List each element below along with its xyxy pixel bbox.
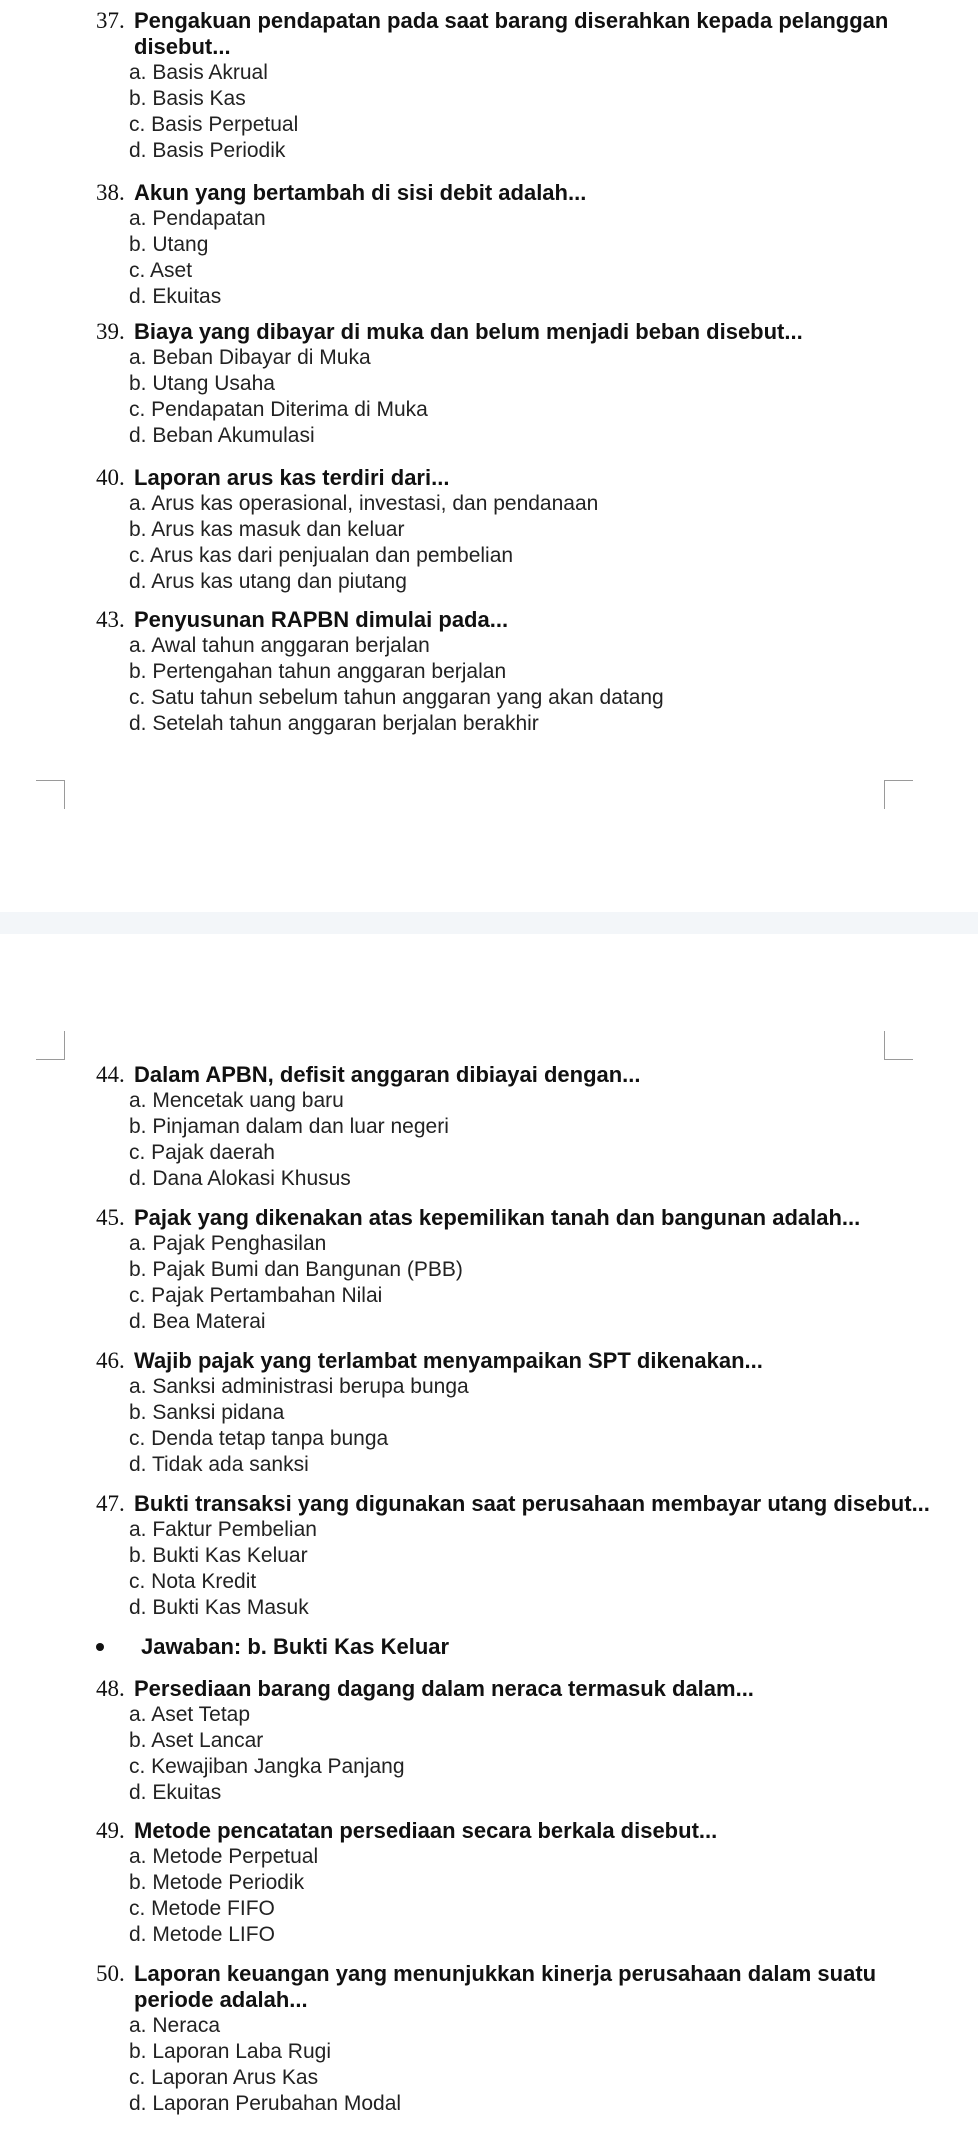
- margin-corner-mark: [884, 1031, 913, 1060]
- question-46: [96, 1348, 936, 1478]
- option-c: c. Pendapatan Diterima di Muka: [129, 398, 428, 421]
- question-number: 46.: [96, 1348, 125, 1373]
- question-50: [96, 1961, 936, 2117]
- option-a: a. Beban Dibayar di Muka: [129, 346, 371, 369]
- option-a: a. Faktur Pembelian: [129, 1518, 317, 1541]
- option-b: b. Aset Lancar: [129, 1729, 264, 1752]
- question-number: 37.: [96, 8, 125, 33]
- question-48: [96, 1676, 936, 1806]
- option-d: d. Metode LIFO: [129, 1923, 275, 1946]
- question-43: [96, 607, 936, 737]
- margin-corner-mark: [36, 780, 65, 809]
- question-38: [96, 180, 936, 310]
- option-b: b. Bukti Kas Keluar: [129, 1544, 308, 1567]
- question-text: Biaya yang dibayar di muka dan belum menjadi beban disebut...: [134, 319, 803, 344]
- answer-text: Jawaban: b. Bukti Kas Keluar: [141, 1634, 450, 1659]
- option-d: d. Bea Materai: [129, 1310, 266, 1333]
- answer-47: [96, 1634, 978, 1660]
- page-gap: [0, 912, 978, 934]
- question-title: [96, 1205, 936, 1231]
- option-a: a. Neraca: [129, 2014, 221, 2037]
- option-d: d. Tidak ada sanksi: [129, 1453, 309, 1476]
- option-c: c. Satu tahun sebelum tahun anggaran yang akan datang: [129, 686, 664, 709]
- question-number: 39.: [96, 319, 125, 344]
- option-b: b. Pajak Bumi dan Bangunan (PBB): [129, 1258, 463, 1281]
- question-number: 45.: [96, 1205, 125, 1230]
- question-text-continued: periode adalah...: [134, 1987, 308, 2012]
- question-title: [96, 1348, 936, 1374]
- option-c: c. Basis Perpetual: [129, 113, 299, 136]
- option-b: b. Utang Usaha: [129, 372, 275, 395]
- question-37: [96, 8, 936, 164]
- question-title: [96, 607, 936, 633]
- question-44: [96, 1062, 936, 1192]
- option-a: a. Arus kas operasional, investasi, dan pendanaan: [129, 492, 599, 515]
- question-title: [96, 1062, 936, 1088]
- question-title: [96, 8, 936, 60]
- question-text: Bukti transaksi yang digunakan saat perusahaan membayar utang disebut...: [134, 1491, 930, 1516]
- option-c: c. Arus kas dari penjualan dan pembelian: [129, 544, 514, 567]
- question-number: 40.: [96, 465, 125, 490]
- question-title: [96, 1818, 936, 1844]
- question-title: [96, 1491, 936, 1517]
- option-a: a. Basis Akrual: [129, 61, 268, 84]
- option-d: d. Ekuitas: [129, 285, 222, 308]
- question-number: 49.: [96, 1818, 125, 1843]
- question-text: Pengakuan pendapatan pada saat barang diserahkan kepada pelanggan: [134, 8, 889, 33]
- question-45: [96, 1205, 936, 1335]
- question-text: Pajak yang dikenakan atas kepemilikan tanah dan bangunan adalah...: [134, 1205, 861, 1230]
- option-c: c. Denda tetap tanpa bunga: [129, 1427, 389, 1450]
- option-a: a. Pendapatan: [129, 207, 266, 230]
- option-a: a. Pajak Penghasilan: [129, 1232, 327, 1255]
- option-d: d. Beban Akumulasi: [129, 424, 315, 447]
- question-text: Wajib pajak yang terlambat menyampaikan SPT dikenakan...: [134, 1348, 763, 1373]
- option-d: d. Arus kas utang dan piutang: [129, 570, 407, 593]
- option-d: d. Laporan Perubahan Modal: [129, 2092, 402, 2115]
- question-text-continued: disebut...: [134, 34, 231, 59]
- question-text: Dalam APBN, defisit anggaran dibiayai dengan...: [134, 1062, 641, 1087]
- option-a: a. Awal tahun anggaran berjalan: [129, 634, 430, 657]
- option-d: d. Bukti Kas Masuk: [129, 1596, 309, 1619]
- option-c: c. Pajak daerah: [129, 1141, 275, 1164]
- option-c: c. Aset: [129, 259, 193, 282]
- question-title: [96, 1961, 936, 2013]
- option-c: c. Metode FIFO: [129, 1897, 275, 1920]
- option-b: b. Arus kas masuk dan keluar: [129, 518, 405, 541]
- question-39: [96, 319, 936, 449]
- question-number: 48.: [96, 1676, 125, 1701]
- option-b: b. Utang: [129, 233, 209, 256]
- option-c: c. Nota Kredit: [129, 1570, 257, 1593]
- option-b: b. Sanksi pidana: [129, 1401, 285, 1424]
- question-title: [96, 319, 936, 345]
- option-a: a. Aset Tetap: [129, 1703, 251, 1726]
- option-c: c. Laporan Arus Kas: [129, 2066, 319, 2089]
- question-number: 44.: [96, 1062, 125, 1087]
- question-text: Akun yang bertambah di sisi debit adalah...: [134, 180, 587, 205]
- option-a: a. Mencetak uang baru: [129, 1089, 344, 1112]
- question-47: [96, 1491, 936, 1621]
- question-number: 43.: [96, 607, 125, 632]
- question-number: 38.: [96, 180, 125, 205]
- option-c: c. Pajak Pertambahan Nilai: [129, 1284, 383, 1307]
- option-a: a. Sanksi administrasi berupa bunga: [129, 1375, 469, 1398]
- option-b: b. Metode Periodik: [129, 1871, 305, 1894]
- question-title: [96, 180, 936, 206]
- option-b: b. Laporan Laba Rugi: [129, 2040, 331, 2063]
- question-text: Penyusunan RAPBN dimulai pada...: [134, 607, 509, 632]
- bullet-icon: [96, 1643, 104, 1651]
- option-d: d. Ekuitas: [129, 1781, 222, 1804]
- question-title: [96, 465, 936, 491]
- document-page-1: [0, 0, 978, 912]
- margin-corner-mark: [36, 1031, 65, 1060]
- option-d: d. Basis Periodik: [129, 139, 286, 162]
- question-text: Metode pencatatan persediaan secara berkala disebut...: [134, 1818, 718, 1843]
- option-b: b. Basis Kas: [129, 87, 246, 110]
- option-b: b. Pinjaman dalam dan luar negeri: [129, 1115, 449, 1138]
- option-d: d. Setelah tahun anggaran berjalan berakhir: [129, 712, 539, 735]
- option-a: a. Metode Perpetual: [129, 1845, 319, 1868]
- question-text: Laporan arus kas terdiri dari...: [134, 465, 450, 490]
- option-b: b. Pertengahan tahun anggaran berjalan: [129, 660, 507, 683]
- question-40: [96, 465, 936, 595]
- question-49: [96, 1818, 936, 1948]
- question-number: 50.: [96, 1961, 125, 1986]
- question-text: Laporan keuangan yang menunjukkan kinerja perusahaan dalam suatu: [134, 1961, 877, 1986]
- question-number: 47.: [96, 1491, 125, 1516]
- margin-corner-mark: [884, 780, 913, 809]
- option-c: c. Kewajiban Jangka Panjang: [129, 1755, 405, 1778]
- question-title: [96, 1676, 936, 1702]
- question-text: Persediaan barang dagang dalam neraca termasuk dalam...: [134, 1676, 754, 1701]
- option-d: d. Dana Alokasi Khusus: [129, 1167, 351, 1190]
